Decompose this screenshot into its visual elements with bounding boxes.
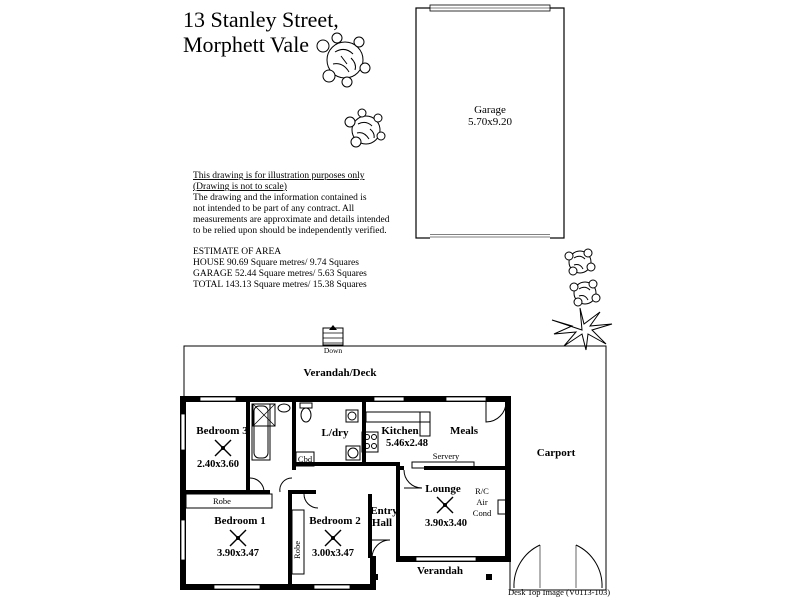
fan-icon	[230, 530, 246, 546]
rc-air-line-1: R/C	[475, 486, 489, 496]
bedroom1-dim: 3.90x3.47	[217, 548, 259, 559]
entry-label: Entry	[370, 505, 398, 517]
area-house: HOUSE 90.69 Square metres/ 9.74 Squares	[193, 258, 359, 268]
address-line-1: 13 Stanley Street,	[183, 7, 339, 32]
area-heading: ESTIMATE OF AREA	[193, 247, 282, 257]
bedroom3-dim: 2.40x3.60	[197, 459, 239, 470]
bedroom3-label: Bedroom 3	[196, 425, 248, 437]
meals-label: Meals	[449, 425, 479, 437]
kitchen-dim: 5.46x2.48	[386, 438, 428, 449]
disclaimer-body-3: measurements are approximate and details intended	[193, 215, 390, 225]
fan-icon	[325, 530, 341, 546]
carport-label: Carport	[536, 447, 576, 459]
verandah-post	[372, 574, 378, 580]
verandah-label: Verandah	[416, 565, 464, 577]
lounge-dim: 3.90x3.40	[425, 518, 467, 529]
steps	[323, 325, 343, 355]
kitchen-label: Kitchen	[381, 425, 419, 437]
disclaimer-line-1: This drawing is for illustration purposes only	[193, 171, 365, 181]
down-label: Down	[323, 346, 343, 355]
disclaimer-line-2: (Drawing is not to scale)	[193, 182, 287, 192]
garage-label: Garage	[474, 104, 506, 116]
garage-dim: 5.70x9.20	[468, 116, 512, 128]
ldry-label: L/dry	[321, 427, 349, 439]
lounge-label: Lounge	[425, 483, 461, 495]
footer-credit: Desk Top Image (V0113-103)	[508, 587, 611, 597]
hall-label: Hall	[371, 517, 393, 529]
garage	[416, 5, 564, 239]
servery-label: Servery	[432, 451, 460, 461]
address-line-2: Morphett Vale	[183, 32, 310, 57]
disclaimer-body-2: not intended to be part of any contract. All	[193, 204, 355, 214]
disclaimer-body-4: to be relied upon should be independently verified.	[193, 226, 387, 236]
area-garage: GARAGE 52.44 Square metres/ 5.63 Squares	[193, 269, 367, 279]
plant-icon	[552, 308, 612, 350]
fan-icon	[437, 497, 453, 513]
tree-icon	[317, 33, 370, 87]
cbd-label: Cbd	[297, 454, 313, 464]
rc-air-line-3: Cond	[472, 508, 492, 518]
bathroom-fixtures	[252, 403, 378, 460]
bedroom2-label: Bedroom 2	[309, 515, 361, 527]
verandah-post	[486, 574, 492, 580]
robe-label: Robe	[213, 496, 231, 506]
bedroom2-dim: 3.00x3.47	[312, 548, 354, 559]
verandah-deck-label: Verandah/Deck	[303, 367, 377, 379]
bedroom1-label: Bedroom 1	[214, 515, 266, 527]
fan-icon	[215, 440, 231, 456]
disclaimer-body-1: The drawing and the information contained is	[193, 193, 367, 203]
tree-icon	[345, 109, 385, 147]
rc-air-line-2: Air	[476, 497, 488, 507]
robe2-label: Robe	[292, 541, 302, 559]
tree-icon	[565, 249, 595, 275]
tree-icon	[570, 280, 600, 306]
area-total: TOTAL 143.13 Square metres/ 15.38 Squares	[193, 280, 367, 290]
carport-gates	[514, 545, 602, 588]
